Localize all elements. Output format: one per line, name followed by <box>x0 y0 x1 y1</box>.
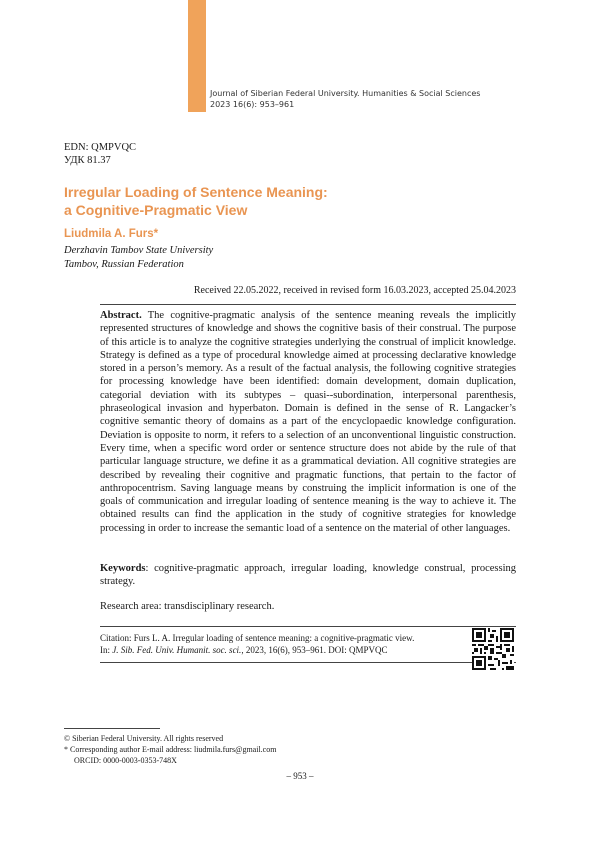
author-affiliation <box>64 244 213 272</box>
citation-line-2: In: J. Sib. Fed. Univ. Humanit. soc. sci., 2023, 16(6), 953–961. DOI: QMPVQC <box>100 645 388 655</box>
copyright-note: © Siberian Federal University. All rights reserved <box>64 734 224 743</box>
research-area: Research area: transdisciplinary research. <box>100 601 275 612</box>
citation <box>100 632 450 656</box>
corresponding-author-note: * Corresponding author E-mail address: liudmila.furs@gmail.com <box>64 745 277 754</box>
udk-code: УДК 81.37 <box>64 155 111 166</box>
author-name: Liudmila A. Furs* <box>64 228 159 240</box>
journal-header <box>210 88 480 110</box>
keywords <box>100 562 516 589</box>
edn-code: EDN: QMPVQC <box>64 142 137 153</box>
journal-name: Journal of Siberian Federal University. Humanities & Social Sciences <box>210 89 481 98</box>
citation-bottom-rule <box>100 662 516 663</box>
received-dates: Received 22.05.2022, received in revised form 16.03.2023, accepted 25.04.2023 <box>193 285 516 296</box>
footnotes <box>64 733 276 766</box>
citation-top-rule <box>100 626 516 627</box>
article-identifiers <box>64 141 136 167</box>
orcid-note: ORCID: 0000-0003-0353-748X <box>74 756 177 765</box>
footnote-rule <box>64 728 160 729</box>
affiliation-location: Tambov, Russian Federation <box>64 259 184 270</box>
abstract-top-rule <box>100 304 516 305</box>
keywords-label: Keywords <box>100 563 146 574</box>
qr-code-icon[interactable] <box>472 628 514 670</box>
abstract-text: The cognitive-pragmatic analysis of the sentence meaning reveals the implicitly represented structures of knowledge and shows the cognitive basis of their construal. The purpose of this article is to analyze the cognitive strategies underlying the construal of implicit knowledge. Strategy is defined as a type of procedural knowledge aimed at processing declarative knowledge stored in a person’s memory. As a result of the factual analysis, the following cognitive strategies for processing knowledge have been identified: domain development, domain duplication, categorial deviation with its subtypes – quasi--subordination, interpersonal parenthesis, phraseological invasion and hyperbaton. Domain is defined in the sense of R. Langacker’s cognitive semantic theory of domains as a part of the encyclopaedic knowledge configuration. Deviation is opposite to norm, it refers to a selection of an unconventional linguistic construction. Every time, when a specific word order or sentence structure does not abide by the rule of that particular language structure, we define it as a grammatical deviation. All cognitive strategies are described by revealing their cognitive and pragmatic functions, that pertain to the factor of anthropocentrism. Saving language means by construing the implicit information is one of the goals of communication and irregular loading of sentence meaning is the way to achieve it. The obtained results can find the application in the study of cognitive strategies for knowledge processing in order to increase the semantic load of a sentence on the material of other languages. <box>100 310 516 534</box>
citation-line-1: Citation: Furs L. A. Irregular loading of sentence meaning: a cognitive-pragmatic view. <box>100 633 415 643</box>
abstract-label: Abstract. <box>100 310 142 321</box>
page-number: – 953 – <box>286 771 314 781</box>
title-line-2: a Cognitive-Pragmatic View <box>64 202 248 218</box>
citation-journal: J. Sib. Fed. Univ. Humanit. soc. sci. <box>112 645 242 655</box>
abstract <box>100 309 516 535</box>
header-accent-bar <box>188 0 206 112</box>
journal-issue: 2023 16(6): 953–961 <box>210 100 295 109</box>
keywords-text: : cognitive-pragmatic approach, irregular loading, knowledge construal, processing strategy. <box>100 563 516 588</box>
title-line-1: Irregular Loading of Sentence Meaning: <box>64 184 328 200</box>
affiliation-university: Derzhavin Tambov State University <box>64 245 214 256</box>
article-title <box>64 183 524 219</box>
